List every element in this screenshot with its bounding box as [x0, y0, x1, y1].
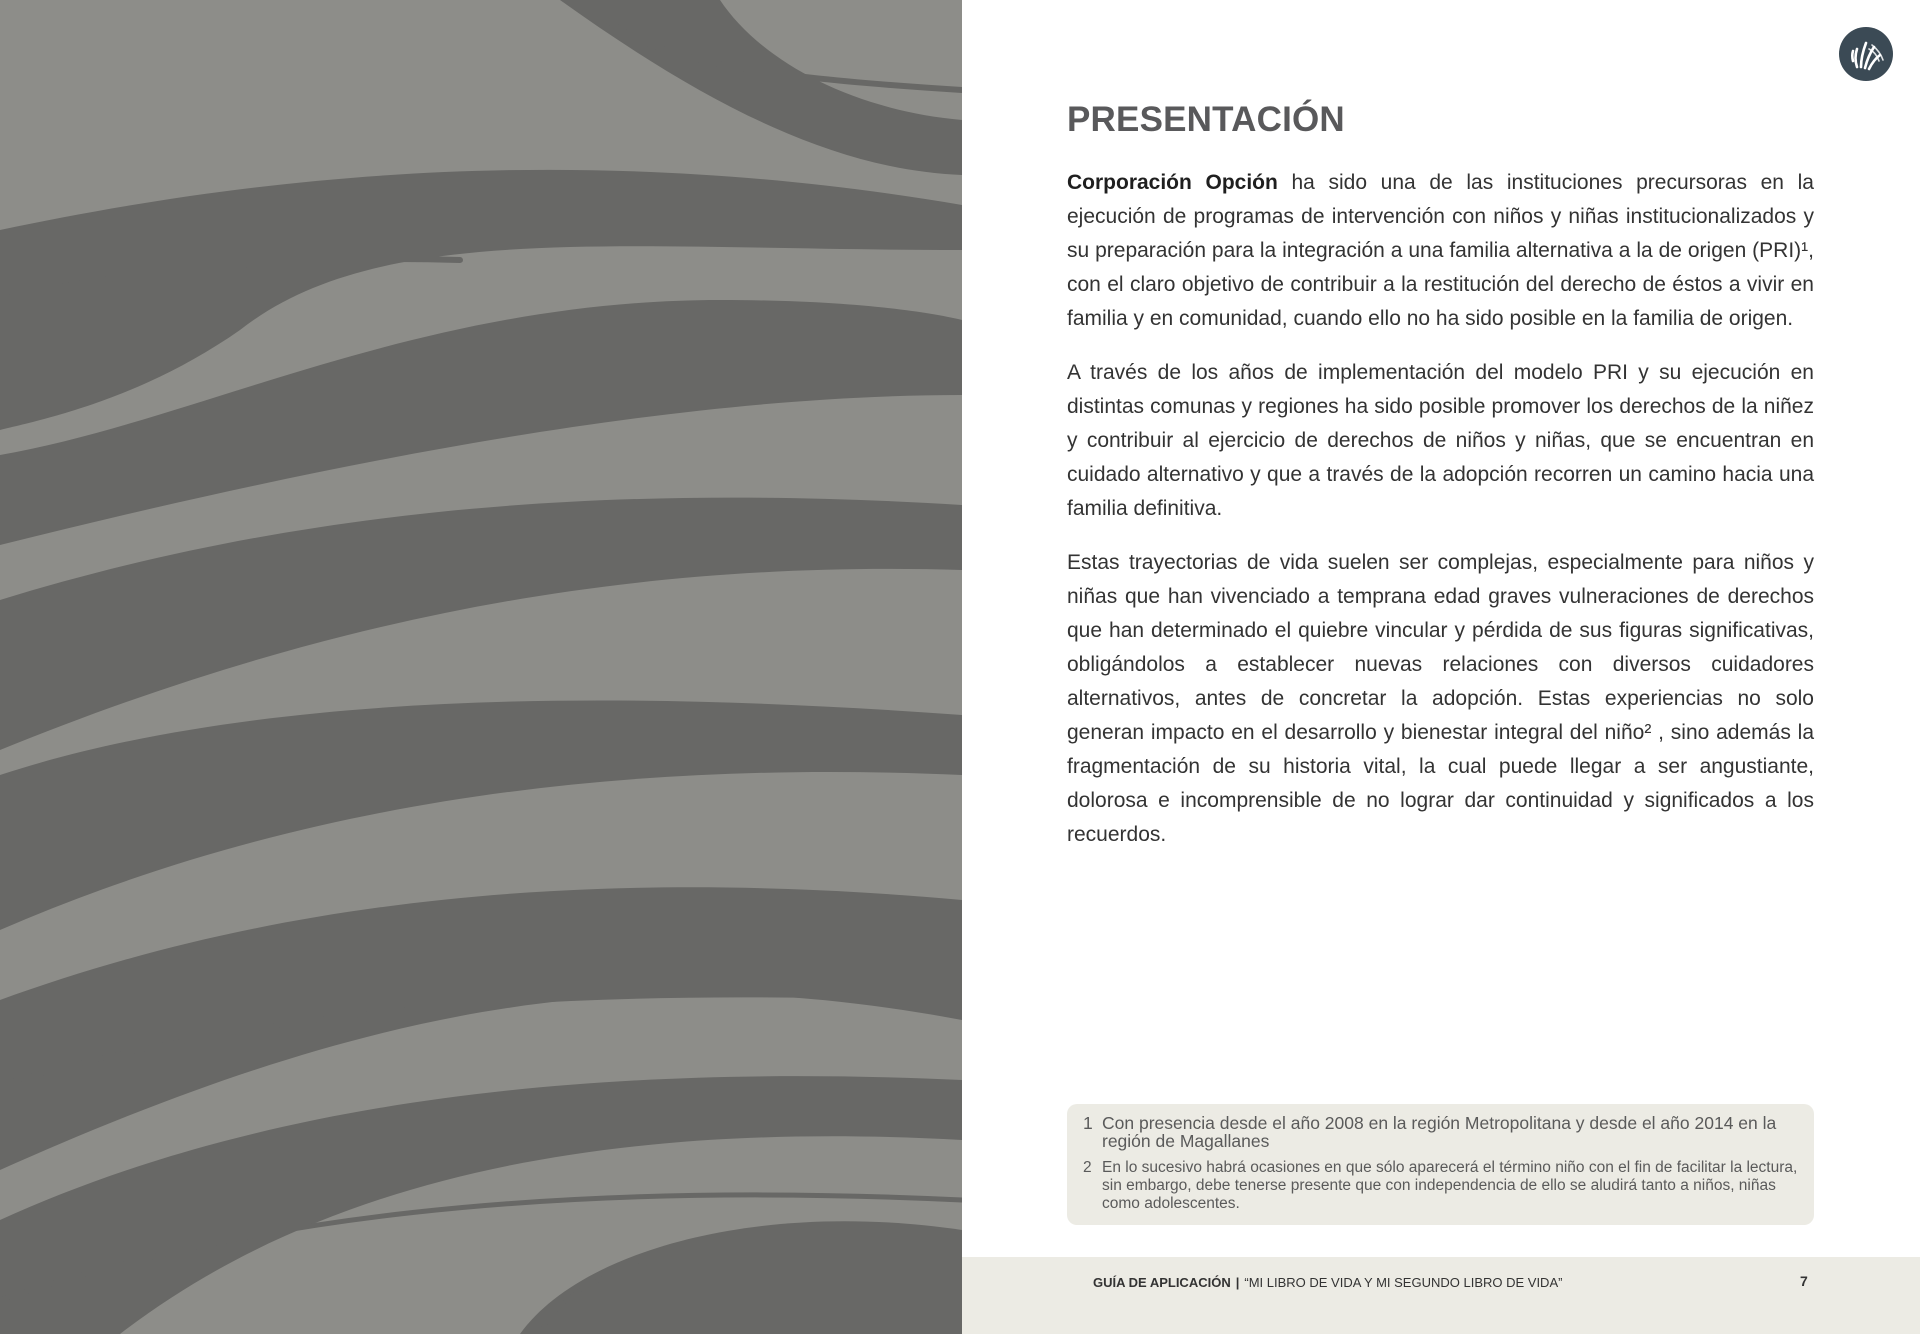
footnotes-box [1067, 1104, 1814, 1225]
footnote-1 [1083, 1114, 1798, 1150]
paragraph-1-text: ha sido una de las instituciones precursoras en la ejecución de programas de intervención con niños y niñas institucionalizados y su preparación para la integración a una familia alternativa a la de origen (PRI)¹, con el claro objetivo de contribuir a la restitución del derecho de éstos a vivir en familia y en comunidad, cuando ello no ha sido posible en la familia de origen. [1067, 171, 1814, 330]
footer-band [962, 1257, 1920, 1334]
footer-guide-label: GUÍA DE APLICACIÓN [1093, 1275, 1231, 1290]
running-footer [1093, 1275, 1562, 1290]
footer-separator: | [1235, 1275, 1240, 1290]
paragraph-2: A través de los años de implementación del modelo PRI y su ejecución en distintas comunas y regiones ha sido posible promover los derechos de la niñez y contribuir al ejercicio de derechos de niños y niñas, que se encuentran en cuidado alternativo y que a través de la adopción recorren un camino hacia una familia definitiva. [1067, 361, 1814, 520]
footnote-text: En lo sucesivo habrá ocasiones en que sólo aparecerá el término niño con el fin de facilitar la lectura, sin embargo, debe tenerse presente que con independencia de ello se aludirá tanto a niños, niñas como adolescentes. [1102, 1159, 1798, 1212]
organization-name: Corporación Opción [1067, 171, 1278, 194]
footer-book-title: “MI LIBRO DE VIDA Y MI SEGUNDO LIBRO DE VIDA” [1244, 1275, 1563, 1290]
page-number: 7 [1800, 1273, 1808, 1289]
footnote-number: 2 [1083, 1159, 1092, 1176]
body-text [1067, 166, 1814, 872]
paragraph-3: Estas trayectorias de vida suelen ser complejas, especialmente para niños y niñas que han vivenciado a temprana edad graves vulneraciones de derechos que han determinado el quiebre vincular y pérdida de sus figuras significativas, obligándolos a establecer nuevas relaciones con diversos cuidadores alternativos, antes de concretar la adopción. Estas experiencias no solo generan impacto en el desarrollo y bienestar integral del niño² , sino además la fragmentación de su historia vital, la cual puede llegar a ser angustiante, dolorosa e incomprensible de no lograr dar continuidad y significados a los recuerdos. [1067, 551, 1814, 846]
paragraph-1 [1067, 166, 1814, 336]
footnote-number: 1 [1083, 1113, 1093, 1133]
footnote-2 [1083, 1159, 1798, 1213]
hands-icon [1839, 27, 1893, 81]
page-title: PRESENTACIÓN [1067, 100, 1345, 139]
footnote-text: Con presencia desde el año 2008 en la región Metropolitana y desde el año 2014 en la región de Magallanes [1102, 1113, 1777, 1151]
